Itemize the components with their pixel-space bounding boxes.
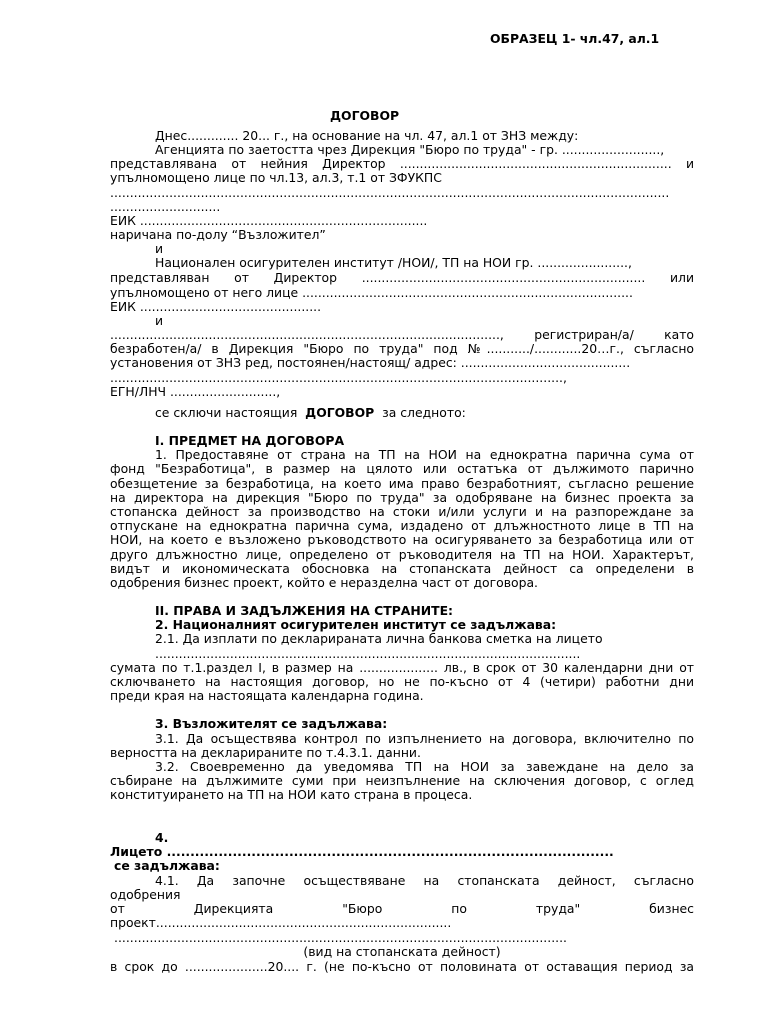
- clause-4-number: 4.: [155, 830, 169, 845]
- document-title: ДОГОВОР: [330, 108, 400, 123]
- clause-3-2: 3.2. Своевременно да уведомява ТП на НОИ за завеждане на дело за: [155, 759, 694, 774]
- clause-4-1-text: одобрения: [110, 887, 181, 902]
- and-connector: и: [155, 313, 164, 328]
- clause-2-heading: 2. Националният осигурителен институт се задължава:: [155, 617, 557, 632]
- project-line: проект...........................................................................: [110, 915, 452, 930]
- clause-4-heading: се задължава:: [114, 858, 220, 873]
- clause-3-heading: 3. Възложителят се задължава:: [155, 716, 388, 731]
- clause-2-1-text: сключването на настоящия договор, но не по-късно от 4 (четири) работни дни: [110, 674, 694, 689]
- section-1-text: фонд "Безработица", в размер на цялото или остатъка от дължимото парично: [110, 461, 694, 476]
- section-1-text: 1. Предоставяне от страна на ТП на НОИ на еднократна парична сума от: [155, 447, 694, 462]
- eik-line: ЕИК .........................................................................: [110, 213, 428, 228]
- clause-3-1-text: верността на декларираните по т.4.3.1. данни.: [110, 745, 421, 760]
- section-1-text: обезщетение за безработица, на което има право безработният, съгласно решение: [110, 476, 694, 491]
- deadline-line: в срок до .....................20.... г. (не по-късно от половината от оставащия период за: [110, 959, 694, 974]
- activity-type-caption: (вид на стопанската дейност): [303, 944, 501, 959]
- noi-director-line: представляван от Директор ........................................................................ или: [110, 270, 694, 285]
- agency-line: Агенцията по заетостта чрез Дирекция "Бюро по труда" - гр. .........................,: [155, 142, 665, 157]
- noi-line: Национален осигурителен институт /НОИ/, ТП на НОИ гр. .......................,: [155, 255, 632, 270]
- dotted-line: ..............................................................................................................................................: [110, 185, 670, 200]
- unemployed-registration-line: безработен/а/ в Дирекция "Бюро по труда" под №.........../............20…г., съгласно: [110, 341, 694, 356]
- clause-3-2-text: събиране на дължимите суми при неизпълнение на сключения договор, с оглед: [110, 773, 694, 788]
- dotted-line: ............................: [110, 199, 221, 214]
- section-1-text: одобрения бизнес проект, който е неразделна част от договора.: [110, 575, 538, 590]
- egn-line: ЕГН/ЛНЧ ...........................,: [110, 384, 281, 399]
- clause-2-1: 2.1. Да изплати по декларираната лична банкова сметка на лицето: [155, 631, 603, 646]
- clause-3-2-text: конституирането на ТП на НОИ като страна в процеса.: [110, 787, 473, 802]
- noi-authorized-line: упълномощено от него лице ....................................................................................: [110, 285, 633, 300]
- address-line: установения от ЗНЗ ред, постоянен/настоящ/ адрес: ...........................................: [110, 355, 631, 370]
- date-line: Днес............. 20... г., на основание на чл. 47, ал.1 от ЗНЗ между:: [155, 128, 579, 143]
- dotted-line: ............................................................................................................: [155, 646, 581, 661]
- section-1-heading: I. ПРЕДМЕТ НА ДОГОВОРА: [155, 433, 345, 448]
- clause-2-1-text: преди края на настоящата календарна година.: [110, 688, 424, 703]
- section-1-text: видът и икономическата обосновка на стопанската дейност са определени в: [110, 561, 694, 576]
- contract-word: ДОГОВОР: [305, 405, 375, 420]
- concluded-line: се сключи настоящия ДОГОВОР за следното:: [155, 405, 466, 420]
- dotted-line: ...................................................................................................................: [114, 930, 567, 945]
- and-connector: и: [155, 241, 164, 256]
- eik-line: ЕИК ..............................................: [110, 299, 322, 314]
- section-1-text: на директора на дирекция "Бюро по труда" за одобряване на бизнес проекта за: [110, 490, 694, 505]
- section-1-text: стопанска дейност за производство на стоки и/или услуги и на разпореждане за: [110, 504, 694, 519]
- section-1-text: отпускане на еднократна парична сума, издадено от длъжностното лице в ТП на: [110, 518, 694, 533]
- dotted-line: ...................................................................................................................,: [110, 370, 567, 385]
- clause-3-1: 3.1. Да осъществява контрол по изпълнението на договора, включително по: [155, 731, 694, 746]
- agency-director-line: представлявана от нейния Директор ..................................................................... и: [110, 156, 694, 171]
- person-line: Лицето ...............................................................................................: [110, 844, 614, 859]
- section-1-text: друго длъжностно лице, определено от ръководителя на ТП на НОИ. Характерът,: [110, 547, 694, 562]
- authorized-person-line: упълномощено лице по чл.13, ал.3, т.1 от ЗФУКПС: [110, 170, 442, 185]
- section-2-heading: II. ПРАВА И ЗАДЪЛЖЕНИЯ НА СТРАНИТЕ:: [155, 603, 453, 618]
- clause-4-1: 4.1. Да започне осъществяване на стопанската дейност, съгласно: [155, 873, 694, 888]
- assignor-label: наричана по-долу “Възложител”: [110, 227, 326, 242]
- form-reference: ОБРАЗЕЦ 1- чл.47, ал.1: [490, 31, 660, 46]
- clause-4-1-text: от Дирекцията "Бюро по труда" бизнес: [110, 901, 694, 916]
- clause-2-1-text: сумата по т.1.раздел I, в размер на .................... лв., в срок от 30 календарни дни от: [110, 660, 694, 675]
- person-registered-line: ..................................................................................................., регистриран/а/ като: [110, 327, 694, 342]
- section-1-text: НОИ, на което е възложено ръководството на осигуряването за безработица или от: [110, 532, 694, 547]
